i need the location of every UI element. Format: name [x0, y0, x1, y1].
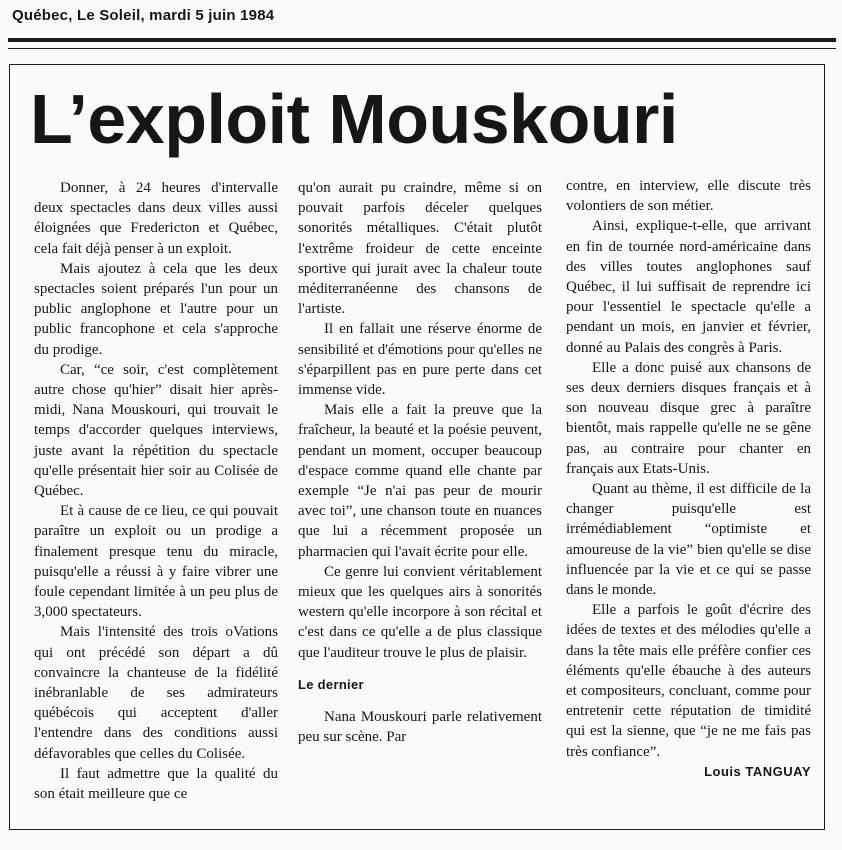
header-rule-thick	[8, 38, 836, 42]
dateline: Québec, Le Soleil, mardi 5 juin 1984	[12, 7, 275, 24]
headline: L’exploit Mouskouri	[30, 80, 678, 158]
paragraph: Mais ajoutez à cela que les deux spectacles soient préparés l'un pour un public anglophone et l'autre pour un public francophone et cela s'approche du prodige.	[34, 260, 278, 358]
paragraph: Ce genre lui convient véritablement mieux que les quelques airs à sonorités western qu'elle incorpore à son récital et c'est dans ce qu'elle a de plus classique que l'auditeur trouve le plus de plaisir.	[298, 563, 542, 661]
paragraph: Donner, à 24 heures d'intervalle deux spectacles dans deux villes aussi éloignées que Fredericton et Québec, cela fait déjà penser à un exploit.	[34, 180, 278, 257]
paragraph: Ainsi, explique-t-elle, que arrivant en fin de tournée nord-américaine dans des villes toutes anglophones sauf Québec, il lui suffisait de reprendre ici pour l'essentiel le spectacle qu'elle a pendant un mois, en janvier et février, donné au Palais des congrès à Paris.	[566, 218, 811, 356]
paragraph: Mais l'intensité des trois oVations qui ont précédé son départ a dû convaincre la chanteuse de la fidélité inébranlable de ses admirateurs québécois qui acceptent d'aller l'entendre dans des conditions aussi défavorables que celles du Colisée.	[34, 624, 278, 762]
header-rule-thin	[8, 48, 836, 49]
byline: Louis TANGUAY	[704, 763, 811, 779]
paragraph: Elle a parfois le goût d'écrire des idées de textes et des mélodies qu'elle a dans la tête mais elle préfère confier ces éléments qu'elle ébauche à des auteurs et compositeurs, concluant, comme pour entretenir cette réputation de timidité qui est la sienne, que “je ne me fais pas très confiance”.	[566, 602, 811, 760]
article-column-3	[566, 176, 811, 782]
paragraph: Et à cause de ce lieu, ce qui pouvait paraître un exploit ou un prodige a finalement presque tenu du miracle, puisqu'elle a réussi à y faire vibrer une foule cependant limitée à un peu plus de 3,000 spectateurs.	[34, 503, 278, 621]
subheading: Le dernier	[298, 676, 364, 692]
article-column-1	[34, 178, 278, 804]
paragraph: qu'on aurait pu craindre, même si on pouvait parfois déceler quelques sonorités métalliques. C'était plutôt l'extrême froideur de cette enceinte sportive qui jurait avec la chaleur toute méditerranéenne des chansons de l'artiste.	[298, 180, 542, 318]
paragraph: Elle a donc puisé aux chansons de ses deux derniers disques français et à son nouveau disque grec à paraître bientôt, mais rappelle qu'elle ne se gêne pas, au contraire pour chanter en français aux Etats-Unis.	[566, 359, 811, 477]
paragraph: Quant au thème, il est difficile de la changer puisqu'elle est irrémédiablement “optimiste et amoureuse de la vie” bien qu'elle se dise influencée par la vie et ce qui se passe dans le monde.	[566, 481, 811, 599]
paragraph: Nana Mouskouri parle relativement peu sur scène. Par	[298, 709, 542, 746]
paragraph: Il faut admettre que la qualité du son était meilleure que ce	[34, 765, 278, 803]
article-column-2	[298, 178, 542, 747]
paragraph: Mais elle a fait la preuve que la fraîcheur, la beauté et la poésie peuvent, pendant un moment, occuper beaucoup d'espace comme quand elle chante par exemple “Je n'ai pas peur de mourir avec toi”, une chanson toute en nuances que lui a récemment proposée un pharmacien qui l'avait écrite pour elle.	[298, 402, 542, 560]
paragraph: Il en fallait une réserve énorme de sensibilité et d'émotions pour qu'elles ne s'éparpillent pas en pure perte dans cet immense vide.	[298, 321, 542, 399]
paragraph: Car, “ce soir, c'est complètement autre chose qu'hier” disait hier après-midi, Nana Mouskouri, qui trouvait le temps d'accorder quelques interviews, juste avant la répétition du spectacle qu'elle présentait hier soir au Colisée de Québec.	[34, 361, 278, 500]
paragraph: contre, en interview, elle discute très volontiers de son métier.	[566, 178, 811, 215]
